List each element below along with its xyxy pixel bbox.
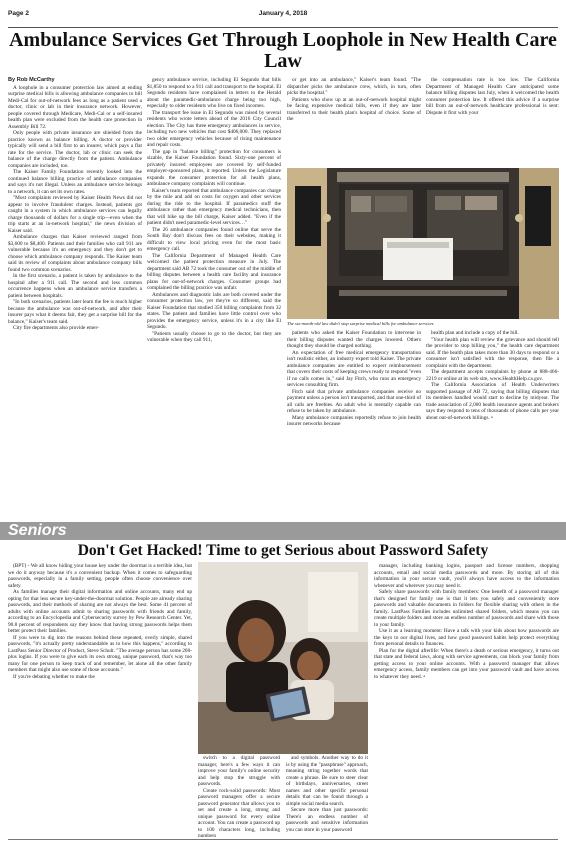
paragraph: In the first scenario, a patient is taken by ambulance to the hospital after a 911 call. The second and less common occurrence happens when an ambulance service transfers a patient between hospitals. (8, 273, 142, 299)
paragraph: "Patients usually choose to go to the doctor, but they are vulnerable when they call 911, (147, 330, 281, 343)
paragraph: Only people with private insurance are shielded from the practice known as balance billing. A doctor or provider typically will send a bill first to an insurer, which pays a flat rate for the service. The doctor, lab or clinic can seek the balance of the charge directly from the patient. Ambulance companies are included, too. (8, 130, 142, 169)
paragraph: "Your health plan will review the grievance and should tell the provider to stop billing you," the health care department said. If the health plan takes more than 30 days to respond or a consumer isn't satisfied with the response, then file a complaint with the department. (426, 336, 559, 369)
paragraph: An expectation of free medical emergency transportation isn't realistic either, an industry expert told Kaiser. The private ambulance companies are entitled to expect reimbursement that covers their costs of keeping crews ready to respond "even if no calls comes in," said Jay Fitch, who runs an emergency services consulting firm. (287, 349, 421, 388)
photo-caption: The six-month-old law didn't stop surprise medical bills for ambulance services. (287, 321, 435, 326)
mother-daughter-tablet-image (198, 562, 368, 754)
paragraph: patients who asked the Kaiser Foundation to intervene in their billing disputes wanted the charges lowered. Others thought they should be charged nothing. (287, 330, 421, 349)
header-rule (8, 27, 558, 28)
paragraph: Patients who show up at an out-of-network hospital might be facing expensive medical bills, even if they are later transferred to their health plan's hospital of choice. Some of the (287, 96, 421, 122)
paragraph: Create rock-solid passwords: Most password managers offer a secure password generator that allows you to set and create a long, strong and unique password for every online account. You can create a password up to 100 characters long, including numbers (198, 787, 280, 839)
paragraph: A loophole in a consumer protection law aimed at ending surprise medical bills is allowing ambulance companies to bill Medi-Cal for out-of-network fees as long as a patient used a doctor, clinic or lab in their insurance network. However, people covered through Medicare, Medi-Cal or a self-insured health plan were excluded from the health care protection in Assembly Bill 72. (8, 84, 142, 130)
paragraph: Safely share passwords with family members: One benefit of a password manager that's designed for family use is that it lets you safely and conveniently store passwords and valuable documents in folders for flexible sharing with others in the family. LastPass Families includes unlimited shared folders, which means you can create multiple folders and store an endless number of passwords and share with those in your family. (374, 589, 559, 628)
ambulance-photo (287, 168, 559, 319)
paragraph: The 26 ambulance companies found online that serve the South Bay don't discuss fees on their websites, making it difficult to view local pricing even for the most basic emergency call. (147, 226, 281, 252)
paragraph: (BPT) - We all know hiding your house key under the doormat is a terrible idea, but we do it anyway because it's a convenient backup. When it comes to safeguarding passwords, especially in a family setting, people often choose convenience over safety. (8, 563, 192, 589)
article-column-3-top (287, 77, 421, 168)
page-number: Page 2 (8, 10, 29, 17)
article-column-2 (147, 77, 281, 523)
paragraph: Kaiser's team reported that ambulance companies can charge by the mile and add on costs for oxygen and other services during the ride to the hospital. If paramedics stuff the ambulance rather than emergency medical technicians, then that will hike up the bill charge, Kaiser added. "Even if the patient didn't need paramedic-level services…" (147, 187, 281, 226)
paragraph: The gap in "balance billing" protection for consumers is sizable, the Kaiser Foundation found. Sixty-one percent of privately insured employees are covered by self-funded employer-sponsored plans, it reported. Unless the Legislature expands the consumer protection for all health plans, ambulance company complaints will continue. (147, 148, 281, 187)
paragraph: Plan for the digital afterlife: When there's a death or serious emergency, it turns out that state and federal laws, along with service agreements, can block your family from getting access to your online accounts. With a password manager that allows emergency access, family members can get into your password vault and have access to whatever they need. • (374, 647, 559, 680)
paragraph: Ambulance charges that Kaiser reviewed ranged from $3,600 to $8,400. Patients and their families who call 911 are vulnerable because it's an emergency and they don't get to choose which ambulance company responds. The Kaiser team said its review of complaints about ambulance company bills found two common scenarios. (8, 234, 142, 273)
paragraph: If you're debating whether to make the (13, 673, 95, 680)
paragraph: gency ambulance service, including El Segundo that bills $1,850 to respond to a 911 call and transport to the hospital. El Segundo residents have complained in letters to the Herald about the paramedic-ambulance charge being too high, especially to older residents who live on fixed incomes. (147, 77, 281, 109)
article-column-3-bottom (287, 330, 421, 522)
article-column-1 (8, 77, 142, 523)
paragraph: switch to a digital password manager, here's a few ways it can improve your family's online security and help stop the struggle with passwords. (198, 755, 280, 787)
paragraph: and symbols. Another way to do it is by using the "passphrase" approach, meaning string together words that create a phrase. Be sure to steer clear of birthdays, anniversaries, street names and other specific personal details that can be found through a simple social media search. (286, 755, 368, 807)
article-column-4-top (426, 77, 559, 168)
paragraph: Use it as a learning moment: Have a talk with your kids about how passwords are the keys to our digital lives, and how good password habits help protect everything from personal details to finances. (374, 628, 559, 647)
paragraph: "In both scenarios, patients later learn the fee is much higher because the ambulance was out-of-network, and after their insurer pays what it deems fair, they get a surprise bill for the balance," Kaiser's team said. (8, 299, 142, 325)
paragraph: manager, including banking logins, passport and license numbers, shopping accounts, email and social media passwords and more. By storing all of this information in your secure vault, you'll always have access to the information whenever and wherever you may need it. (374, 563, 559, 589)
article2-column-4 (374, 563, 559, 833)
family-photo (198, 562, 368, 754)
article-headline: Ambulance Services Get Through Loophole in New Health Care Law (9, 29, 557, 72)
article2-column-3 (286, 755, 368, 833)
paragraph: If you were to dig into the reasons behind these repeated, overly simple, shared passwords, "it's actually pretty understandable as to how this happens," according to LastPass Senior Director of Product, Steve Schult. "The average person has some 200-plus logins. If you were to give each its own strong, unique password, that's way too many for one person to keep track of and remember, let alone all the other family members that might also use some of those accounts." (8, 634, 192, 673)
paragraph: City fire departments also provide emer- (13, 325, 99, 331)
paragraph: Secure more than just passwords: There's an endless number of passwords and sensitive information you can store in your password (286, 807, 368, 833)
article-column-4-bottom (426, 330, 559, 522)
footer-rule (8, 839, 558, 840)
article2-column-1 (8, 563, 192, 833)
paragraph: the compensation rate is too low. The California Department of Managed Health Care anticipated some balance billing disputes last July, when it welcomed the health consumer protection law. It offered this advice if a surprise bill from an out-of-network healthcare professional is sent: Dispute it first with your (426, 77, 559, 116)
issue-date: January 4, 2018 (258, 10, 308, 17)
paragraph: health plan and include a copy of the bill. (431, 330, 519, 336)
section-label: Seniors (8, 522, 67, 539)
paragraph: The department accepts complaints by phone at 888-466-2219 or online at its web site, www.HealthHelp.ca.gov. (426, 369, 559, 382)
section-banner (0, 522, 566, 540)
paragraph: or get into an ambulance," Kaiser's team found. "The dispatcher picks the ambulance crew, which, in turn, often picks the hospital." (287, 77, 421, 96)
page-header (8, 7, 558, 21)
paragraph: Ambulances and diagnostic labs are both covered under the consumer protection law, yet they're so different, said the Kaiser Foundation that studied 350 billing complaints from 32 states. The patient and families have little control over who provides the emergency service, unless it's in a city like El Segundo. (147, 291, 281, 330)
ambulance-interior-image (287, 168, 559, 319)
paragraph: The Kaiser Family Foundation recently looked into the continued balance billing practice of ambulance companies and says it's not illegal. Unless an ambulance service belongs to a network, it can set its own rates. (8, 169, 142, 195)
paragraph: The transport fee issue in El Segundo was raised by several residents who wrote letters ahead of the 2016 City Council election. The City has three emergency ambulances in service, including two new vehicles that cost $406,000. They replaced two older emergency vehicles because of rising maintenance and repair costs. (147, 109, 281, 148)
article2-column-2 (198, 755, 280, 839)
paragraph: Many ambulance companies reportedly refuse to join health insurer networks because (287, 414, 421, 427)
paragraph: As families manage their digital information and online accounts, many end up opting for that less secure key-under-the-doormat solution. People are already sharing passwords, and their methods of sharing are not always the best. Some 41 percent of adults with online accounts admit to sharing passwords with friends and family, according to an Encyclopedia and Cybersecurity survey by Pew Research Center. Yet, 90.8 percent of respondents say they know that having strong passwords helps them better protect their families. (8, 589, 192, 634)
paragraph: The California Department of Managed Health Care welcomed the patient protection measure in July. The department said AB 72 took the consumer out of the middle of billing disputes between a health care facility and insurance plans for out-of-network charges. Consumer groups had complained the billing practice was unfair. (147, 252, 281, 291)
paragraph: "Most complaints reviewed by Kaiser Health News did not appear to involve fraudulent charges. Instead, patients got caught in a system in which ambulance services can legally charge thousands of dollars for a single trip—even when the trip starts at an in-network hospital," the news division of Kaiser said. (8, 195, 142, 234)
paragraph: Fitch said that private ambulance companies receive no payment unless a person isn't transported, and that one-third of all calls are freebies. An adult who is mentally capable can refuse to be taken by ambulance. (287, 388, 421, 414)
article2-headline: Don't Get Hacked! Time to get Serious about Password Safety (77, 542, 489, 559)
paragraph: The California Association of Health Underwriters supported passage of AB 72, saying that billing disputes that its members handled would start to decline by midyear. The trade association of 2,000 health insurance agents and brokers says they respond to tens of thousands of phone calls per year about out-of-network billings. • (426, 382, 559, 421)
byline: By Rob McCarthy (8, 77, 55, 83)
